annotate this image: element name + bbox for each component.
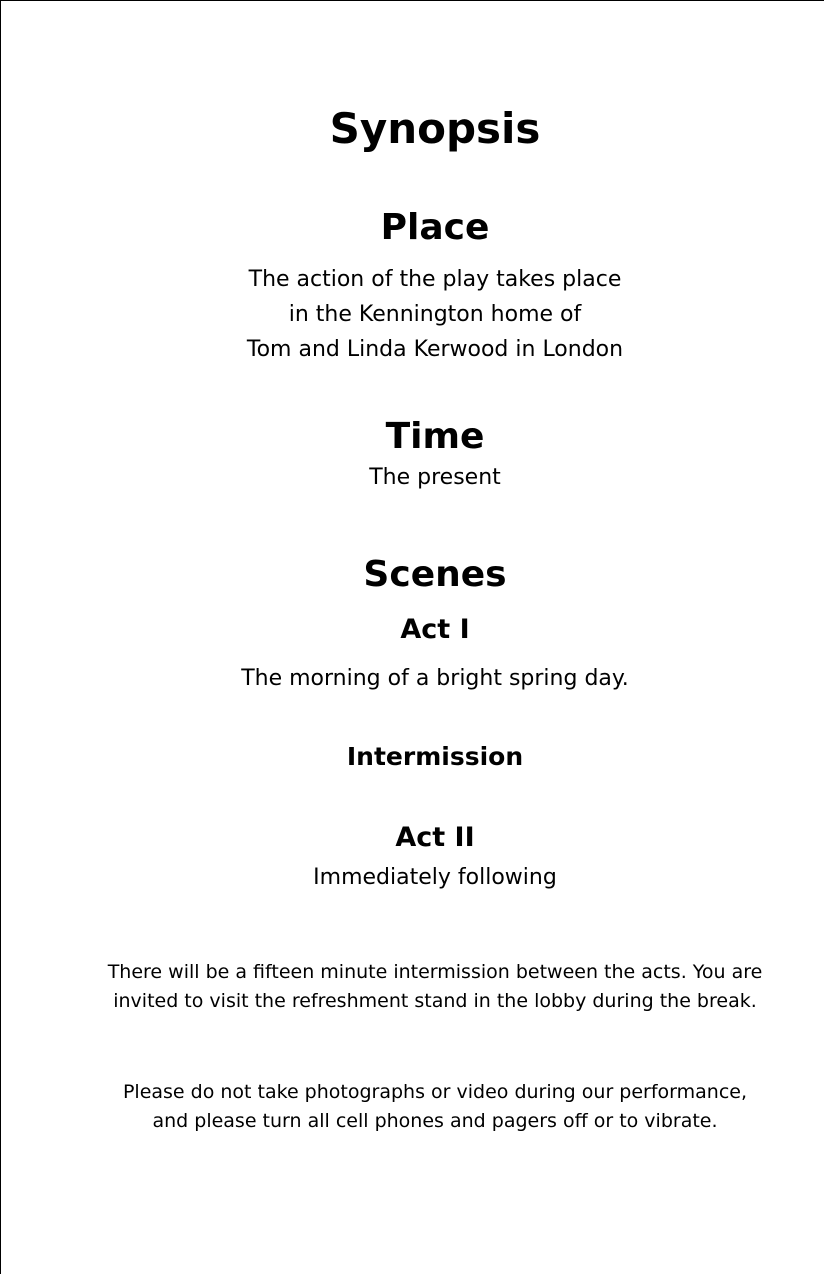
page-title: Synopsis [329,104,541,153]
time-text: The present [369,465,501,490]
place-line-3: Tom and Linda Kerwood in London [246,337,624,362]
conduct-note-line-1: Please do not take photographs or video during our performance, [122,1081,748,1103]
act2-heading: Act II [395,822,475,853]
place-line-1: The action of the play takes place [248,267,622,292]
act2-text: Immediately following [313,865,557,890]
conduct-note [1,1078,825,1136]
time-heading: Time [385,416,485,457]
scenes-heading: Scenes [363,554,507,595]
intermission-note [1,958,825,1016]
place-heading: Place [380,207,490,248]
act1-text: The morning of a bright spring day. [241,666,629,691]
conduct-note-line-2: and please turn all cell phones and pagers off or to vibrate. [152,1110,718,1132]
intermission-note-line-2: invited to visit the refreshment stand in the lobby during the break. [113,990,757,1012]
intermission-heading: Intermission [346,742,524,771]
intermission-note-line-1: There will be a fifteen minute intermission between the acts. You are [107,961,763,983]
place-line-2: in the Kennington home of [288,302,582,327]
act1-heading: Act I [400,614,470,645]
